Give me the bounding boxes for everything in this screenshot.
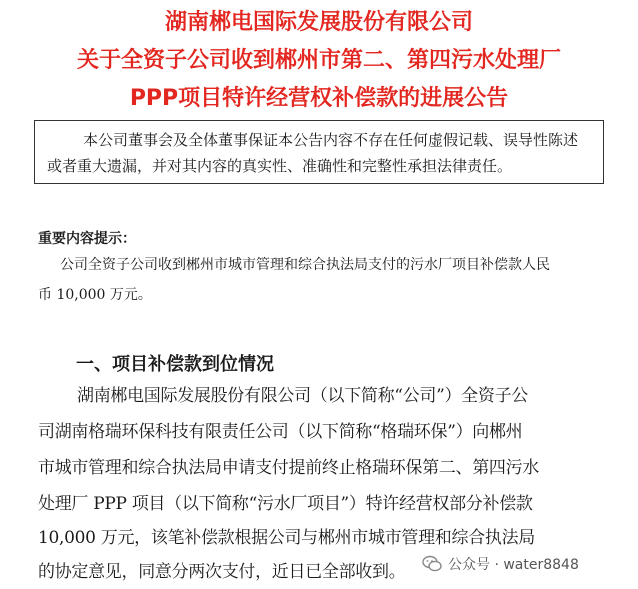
section-heading: 一、项目补偿款到位情况	[76, 354, 274, 375]
announcement-title-topic: PPP项目特许经营权补偿款的进展公告	[129, 86, 509, 111]
notice-line: 或者重大遗漏，并对其内容的真实性、准确性和完整性承担法律责任。	[47, 157, 513, 175]
notice-line: 本公司董事会及全体董事保证本公告内容不存在任何虚假记载、误导性陈述	[83, 131, 579, 149]
body-paragraph-line: 司湖南格瑞环保科技有限责任公司（以下简称“格瑞环保”）向郴州	[38, 422, 523, 442]
body-paragraph-line: 10,000 万元，该笔补偿款根据公司与郴州市城市管理和综合执法局	[38, 528, 535, 548]
wechat-watermark	[416, 552, 585, 576]
key-content-label: 重要内容提示：	[38, 231, 136, 247]
summary-line: 币 10,000 万元。	[38, 287, 152, 303]
body-paragraph-line: 湖南郴电国际发展股份有限公司（以下简称“公司”）全资子公	[77, 386, 528, 406]
body-paragraph-line: 处理厂 PPP 项目（以下简称“污水厂项目”）特许经营权部分补偿款	[38, 494, 533, 514]
announcement-title-company: 湖南郴电国际发展股份有限公司	[164, 10, 473, 35]
wechat-icon	[422, 555, 442, 573]
summary-line: 公司全资子公司收到郴州市城市管理和综合执法局支付的污水厂项目补偿款人民	[60, 257, 550, 273]
body-paragraph-line: 的协定意见，同意分两次支付，近日已全部收到。	[38, 562, 406, 582]
body-paragraph-line: 市城市管理和综合执法局申请支付提前终止格瑞环保第二、第四污水	[38, 458, 539, 478]
watermark-text: 公众号 · water8848	[448, 557, 579, 573]
board-guarantee-notice-box	[34, 120, 604, 184]
announcement-title-subject: 关于全资子公司收到郴州市第二、第四污水处理厂	[76, 48, 561, 73]
